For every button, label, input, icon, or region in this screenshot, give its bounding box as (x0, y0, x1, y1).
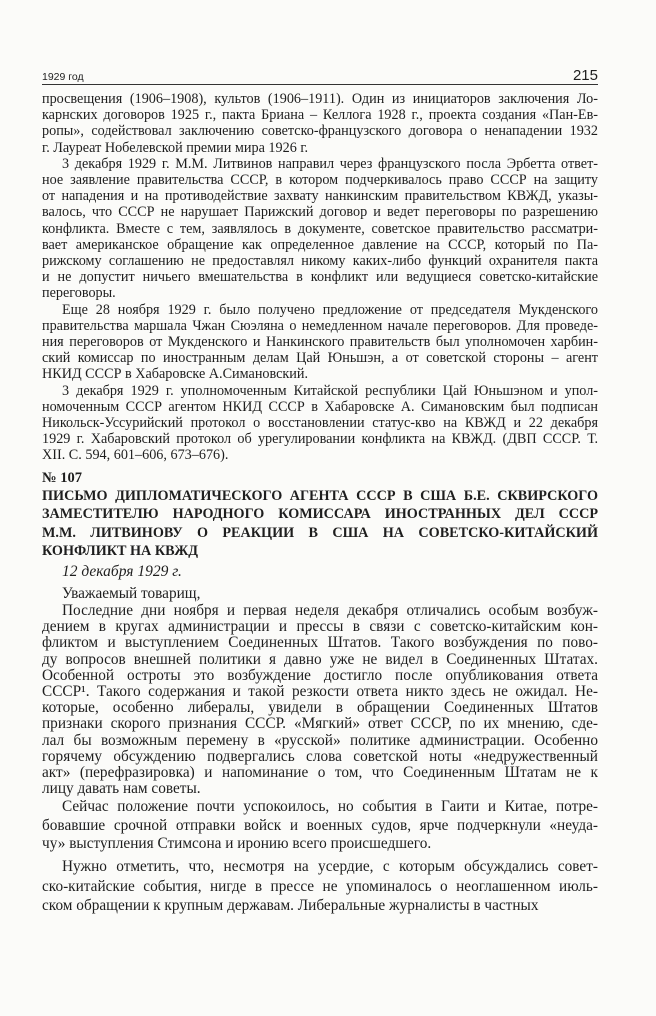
text-line (42, 877, 598, 897)
line-text: от нападения и на противодействие захвату нанкинским правительством КВЖД, указы- (42, 188, 598, 205)
line-text: бовавшие срочной отправки войск и военных судов, ярче подчеркнули «неуда- (42, 816, 598, 834)
line-text: ЗАМЕСТИТЕЛЮ НАРОДНОГО КОМИССАРА ИНОСТРАННЫХ ДЕЛ СССР (42, 506, 598, 523)
text-line (42, 221, 598, 237)
line-text: ПИСЬМО ДИПЛОМАТИЧЕСКОГО АГЕНТА СССР В США Б.Е. СКВИРСКОГО (42, 488, 598, 504)
text-line (42, 366, 598, 382)
text-line (42, 652, 598, 668)
line-text: Особенной остроты это возбуждение достигло после опубликования ответа (42, 666, 598, 684)
text-line (42, 269, 598, 285)
text-line (42, 253, 598, 269)
text-line (42, 798, 598, 817)
line-text: признаки скорого признания СССР. «Мягкий» ответ СССР, по их мнению, сде- (42, 715, 598, 733)
paragraph (42, 487, 598, 560)
text-line (42, 91, 598, 107)
paragraph (42, 383, 598, 464)
text-line (42, 204, 598, 220)
text-line (42, 563, 598, 581)
line-text: Уважаемый товарищ, (62, 585, 201, 602)
line-text: Сейчас положение почти успокоилось, но события в Гаити и Китае, потре- (62, 798, 598, 815)
text-line (42, 817, 598, 836)
line-text: XII. С. 594, 601–606, 673–676). (42, 447, 229, 464)
line-text: карнских договоров 1925 г., пакта Бриана – Келлога 1928 г., проекта создания «Пан-Ев- (42, 107, 598, 124)
line-text: лал бы возможным перемену в «русской» политике администрации. Особенно (42, 731, 598, 749)
text-line (42, 334, 598, 350)
text-line (42, 188, 598, 204)
line-text: правительства маршала Чжан Сюэляна о немедленном начале переговоров. Для проведе- (42, 317, 598, 334)
line-text: Последние дни ноября и первая неделя декабря отличались особым возбуж- (62, 602, 598, 619)
text-line (42, 668, 598, 684)
text-line (42, 469, 598, 487)
text-line (42, 684, 598, 700)
line-text: просвещения (1906–1908), культов (1906–1911). Один из инициаторов заключения Ло- (42, 91, 598, 107)
letter-body-3 (42, 857, 598, 916)
document-heading (42, 487, 598, 560)
line-text: 1929 г. Хабаровский протокол об урегулировании конфликта на КВЖД. (ДВП СССР. Т. (42, 431, 598, 448)
text-line (42, 603, 598, 619)
text-line (42, 619, 598, 635)
document-number (42, 469, 598, 487)
paragraph (42, 91, 598, 156)
line-text: Еще 28 ноября 1929 г. было получено предложение от председателя Мукденского (62, 301, 598, 318)
line-text: и не допустит ничьего вмешательства в конфликт или ведущиеся советско-китайские (42, 269, 598, 286)
text-line (42, 302, 598, 318)
text-line (42, 524, 598, 542)
line-text: ду вопросов внешней политики я давно уже не видел в Соединенных Штатах. (42, 650, 598, 668)
line-text: КОНФЛИКТ НА КВЖД (42, 542, 199, 559)
text-line (42, 700, 598, 716)
text-line (42, 857, 598, 877)
line-text: М.М. ЛИТВИНОВУ О РЕАКЦИИ В США НА СОВЕТСКО-КИТАЙСКИЙ (42, 524, 598, 541)
text-line (42, 896, 598, 916)
page-number: 215 (572, 67, 598, 84)
line-text: которые, особенно либералы, увидели в обращении Соединенных Штатов (42, 699, 598, 717)
line-text: конфликта. Вместе с тем, заявлялось в документе, советское правительство рассматри- (42, 220, 598, 237)
paragraph (42, 156, 598, 302)
line-text: ропы», содействовал заключению советско-французского договора о ненападении 1932 (42, 123, 598, 140)
document-date (42, 563, 598, 581)
line-text: № 107 (42, 470, 82, 486)
paragraph (42, 469, 598, 487)
line-text: ском обращении к крупным державам. Либеральные журналисты в частных (42, 897, 539, 914)
line-text: Нужно отметить, что, несмотря на усердие, с которым обсуждались совет- (62, 858, 598, 875)
running-header (42, 66, 598, 85)
text-line (42, 350, 598, 366)
line-text: 12 декабря 1929 г. (62, 563, 182, 580)
text-line (42, 431, 598, 447)
line-text: ский комиссар по иностранным делам Цай Юньшэн, а от советской стороны – агент (42, 350, 598, 367)
letter-greeting (42, 585, 598, 603)
paragraph (42, 585, 598, 603)
paragraph (42, 857, 598, 916)
line-text: акт» (перефразировка) и напоминание о том, что Соединенным Штатам не к (42, 764, 598, 782)
text-line (42, 140, 598, 156)
line-text: горячему обсуждению подвергались слова советской ноты «недружественный (42, 747, 598, 765)
text-line (42, 107, 598, 123)
text-line (42, 447, 598, 463)
line-text: Никольск-Уссурийский протокол о восстановлении статус-кво на КВЖД и 22 декабря (42, 415, 598, 432)
text-line (42, 172, 598, 188)
line-text: г. Лауреат Нобелевской премии мира 1926 г. (42, 139, 309, 156)
line-text: ния переговоров от Мукденского и Нанкинского правительств был уполномочен харбин- (42, 334, 598, 351)
text-line (42, 415, 598, 431)
text-line (42, 716, 598, 732)
text-line (42, 635, 598, 651)
text-line (42, 237, 598, 253)
paragraph (42, 563, 598, 581)
text-line (42, 399, 598, 415)
letter-body-2 (42, 798, 598, 854)
footnote-commentary (42, 91, 598, 464)
letter-body (42, 603, 598, 797)
text-line (42, 487, 598, 505)
line-text: 3 декабря 1929 г. М.М. Литвинов направил через французского посла Эрбетта ответ- (62, 155, 598, 172)
text-line (42, 318, 598, 334)
text-line (42, 383, 598, 399)
text-line (42, 733, 598, 749)
line-text: вает американское обращение как определенное давление на СССР, который по Па- (42, 236, 598, 253)
line-text: лицу давать нам советы. (42, 780, 201, 798)
line-text: НКИД СССР в Хабаровске А.Симановский. (42, 366, 309, 383)
line-text: фликтом и выступлением Соединенных Штатов. Такого возбуждения по пово- (42, 634, 598, 652)
text-line (42, 749, 598, 765)
text-line (42, 765, 598, 781)
paragraph (42, 603, 598, 797)
running-title: 1929 год (42, 71, 84, 83)
paragraph (42, 798, 598, 854)
line-text: валось, что СССР не нарушает Парижский договор и ведет переговоры по разрешению (42, 204, 598, 221)
text-line (42, 505, 598, 523)
text-line (42, 123, 598, 139)
line-text: СССР¹. Такого содержания и такой резкости ответа никто здесь не ожидал. Не- (42, 683, 598, 701)
line-text: ное заявление правительства СССР, в котором подчеркивалось право СССР на защиту (42, 172, 598, 189)
line-text: ско-китайские события, нигде в прессе не упоминалось о неоглашенном июль- (42, 877, 598, 895)
text-line (42, 156, 598, 172)
line-text: чу» выступления Стимсона и иронию всего происшедшего. (42, 835, 432, 852)
line-text: номоченным СССР агентом НКИД СССР в Хабаровске А. Симановским был подписан (42, 398, 598, 415)
text-line (42, 585, 598, 603)
line-text: дением в кругах администрации и прессы в связи с советско-китайским кон- (42, 618, 598, 636)
line-text: рижскому соглашению не предоставлял никому каких-либо функций охранителя пакта (42, 253, 598, 270)
line-text: переговоры. (42, 285, 116, 302)
paragraph (42, 302, 598, 383)
line-text: 3 декабря 1929 г. уполномоченным Китайской республики Цай Юньшэном и упол- (62, 382, 598, 399)
text-line (42, 542, 598, 560)
text-line (42, 835, 598, 854)
text-line (42, 285, 598, 301)
text-line (42, 781, 598, 797)
